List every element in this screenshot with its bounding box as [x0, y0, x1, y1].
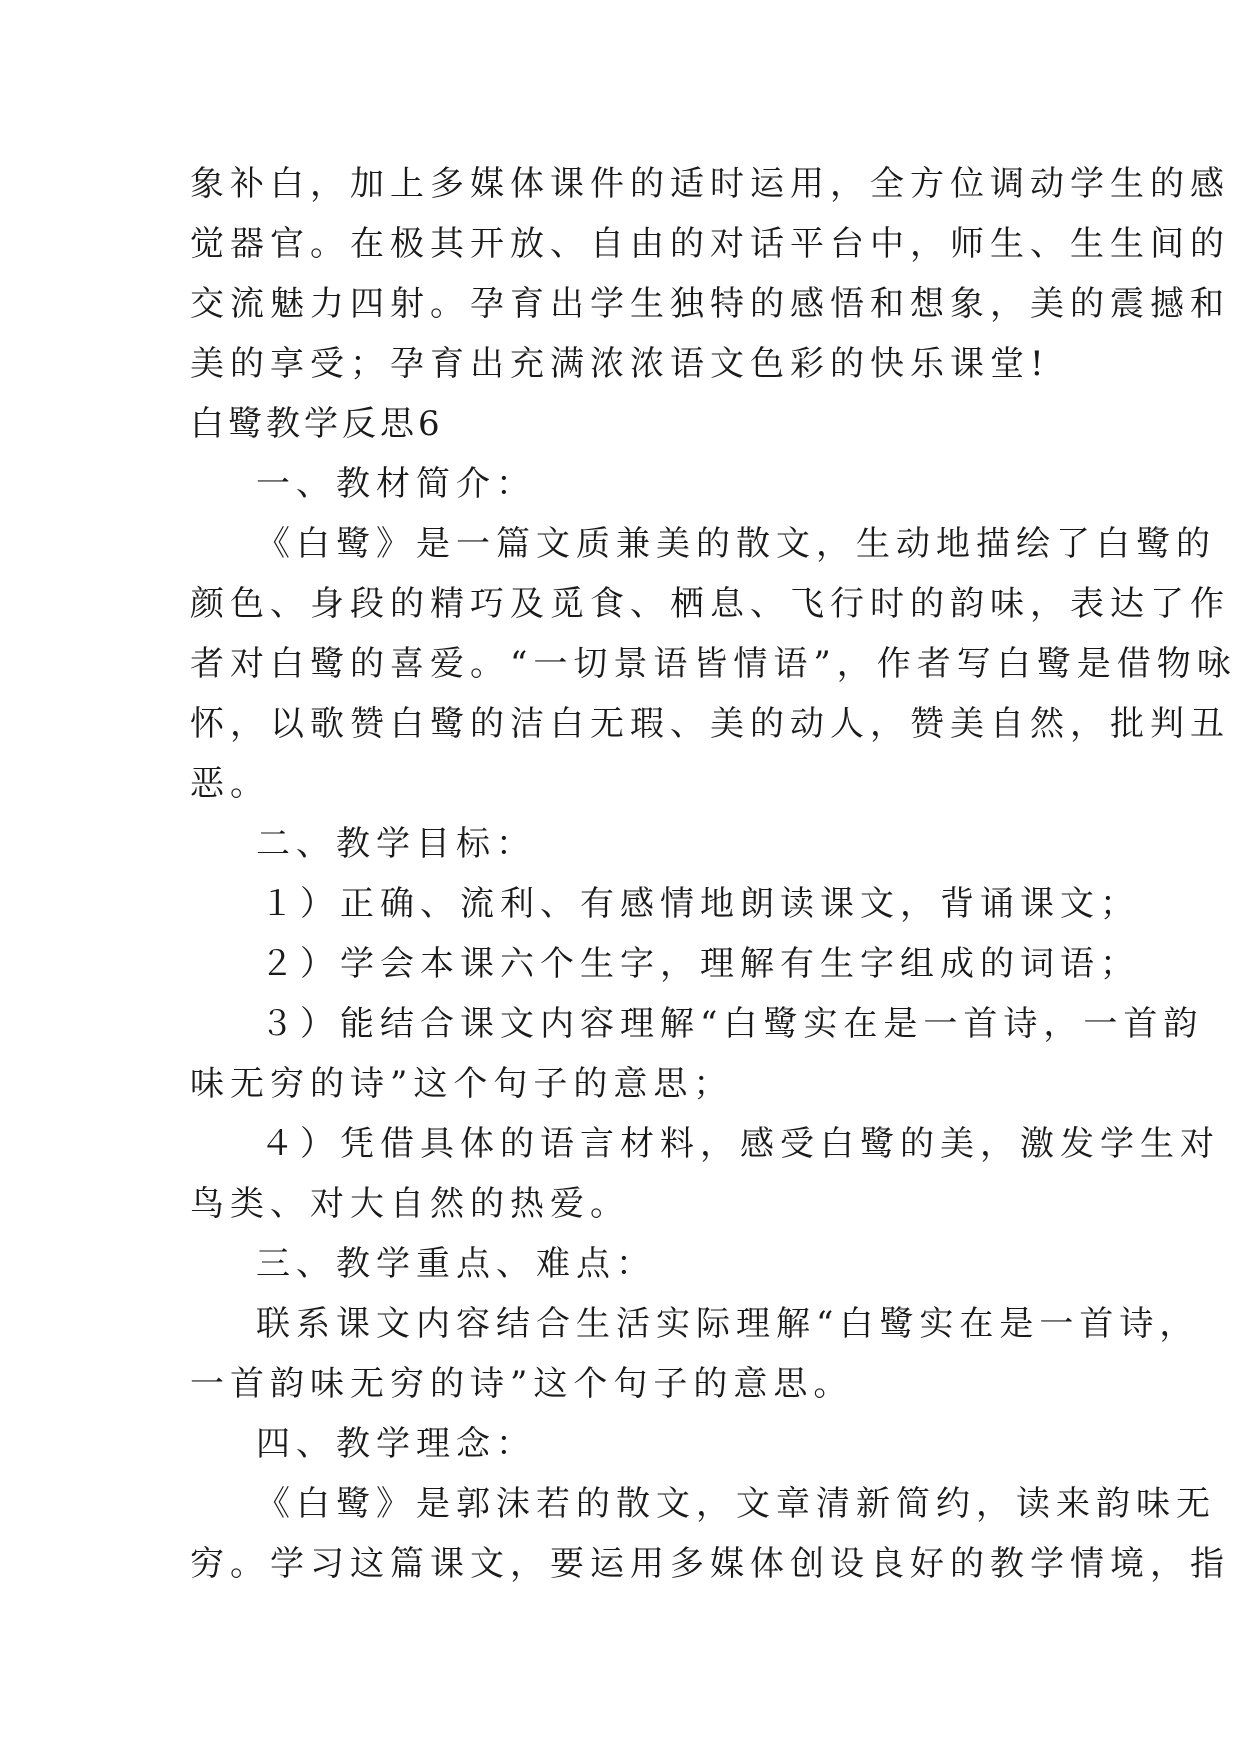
text-line: 联系课文内容结合生活实际理解“白鹭实在是一首诗， [256, 1304, 1200, 1344]
text-line: 《白鹭》是一篇文质兼美的散文，生动地描绘了白鹭的 [256, 524, 1216, 564]
list-item: ３）能结合课文内容理解“白鹭实在是一首诗，一首韵 [260, 1004, 1204, 1044]
section-heading: 四、教学理念： [256, 1424, 536, 1464]
text-line: 象补白，加上多媒体课件的适时运用，全方位调动学生的感 [190, 164, 1230, 204]
text-line: 交流魅力四射。孕育出学生独特的感悟和想象，美的震撼和 [190, 284, 1230, 324]
text-line: 怀，以歌赞白鹭的洁白无瑕、美的动人，赞美自然，批判丑 [190, 704, 1230, 744]
text-line: 《白鹭》是郭沫若的散文，文章清新简约，读来韵味无 [256, 1484, 1216, 1524]
document-body [190, 154, 1237, 1594]
list-item: ２）学会本课六个生字，理解有生字组成的词语； [260, 944, 1140, 984]
text-line: 鸟类、对大自然的热爱。 [190, 1184, 630, 1224]
text-line: 一首韵味无穷的诗”这个句子的意思。 [190, 1364, 854, 1404]
section-heading: 三、教学重点、难点： [256, 1244, 656, 1284]
section-heading: 一、教材简介： [256, 464, 536, 504]
text-line: 穷。学习这篇课文，要运用多媒体创设良好的教学情境，指 [190, 1544, 1230, 1584]
text-line: 美的享受；孕育出充满浓浓语文色彩的快乐课堂! [190, 344, 1050, 384]
list-item: ４）凭借具体的语言材料，感受白鹭的美，激发学生对 [260, 1124, 1220, 1164]
text-line: 恶。 [190, 764, 270, 804]
text-line: 味无穷的诗”这个句子的意思； [190, 1064, 734, 1104]
text-line: 者对白鹭的喜爱。“一切景语皆情语”，作者写白鹭是借物咏 [190, 644, 1237, 684]
section-title: 白鹭教学反思6 [190, 404, 444, 444]
section-heading: 二、教学目标： [256, 824, 536, 864]
text-line: 觉器官。在极其开放、自由的对话平台中，师生、生生间的 [190, 224, 1230, 264]
list-item: １）正确、流利、有感情地朗读课文，背诵课文； [260, 884, 1140, 924]
text-line: 颜色、身段的精巧及觅食、栖息、飞行时的韵味，表达了作 [190, 584, 1230, 624]
